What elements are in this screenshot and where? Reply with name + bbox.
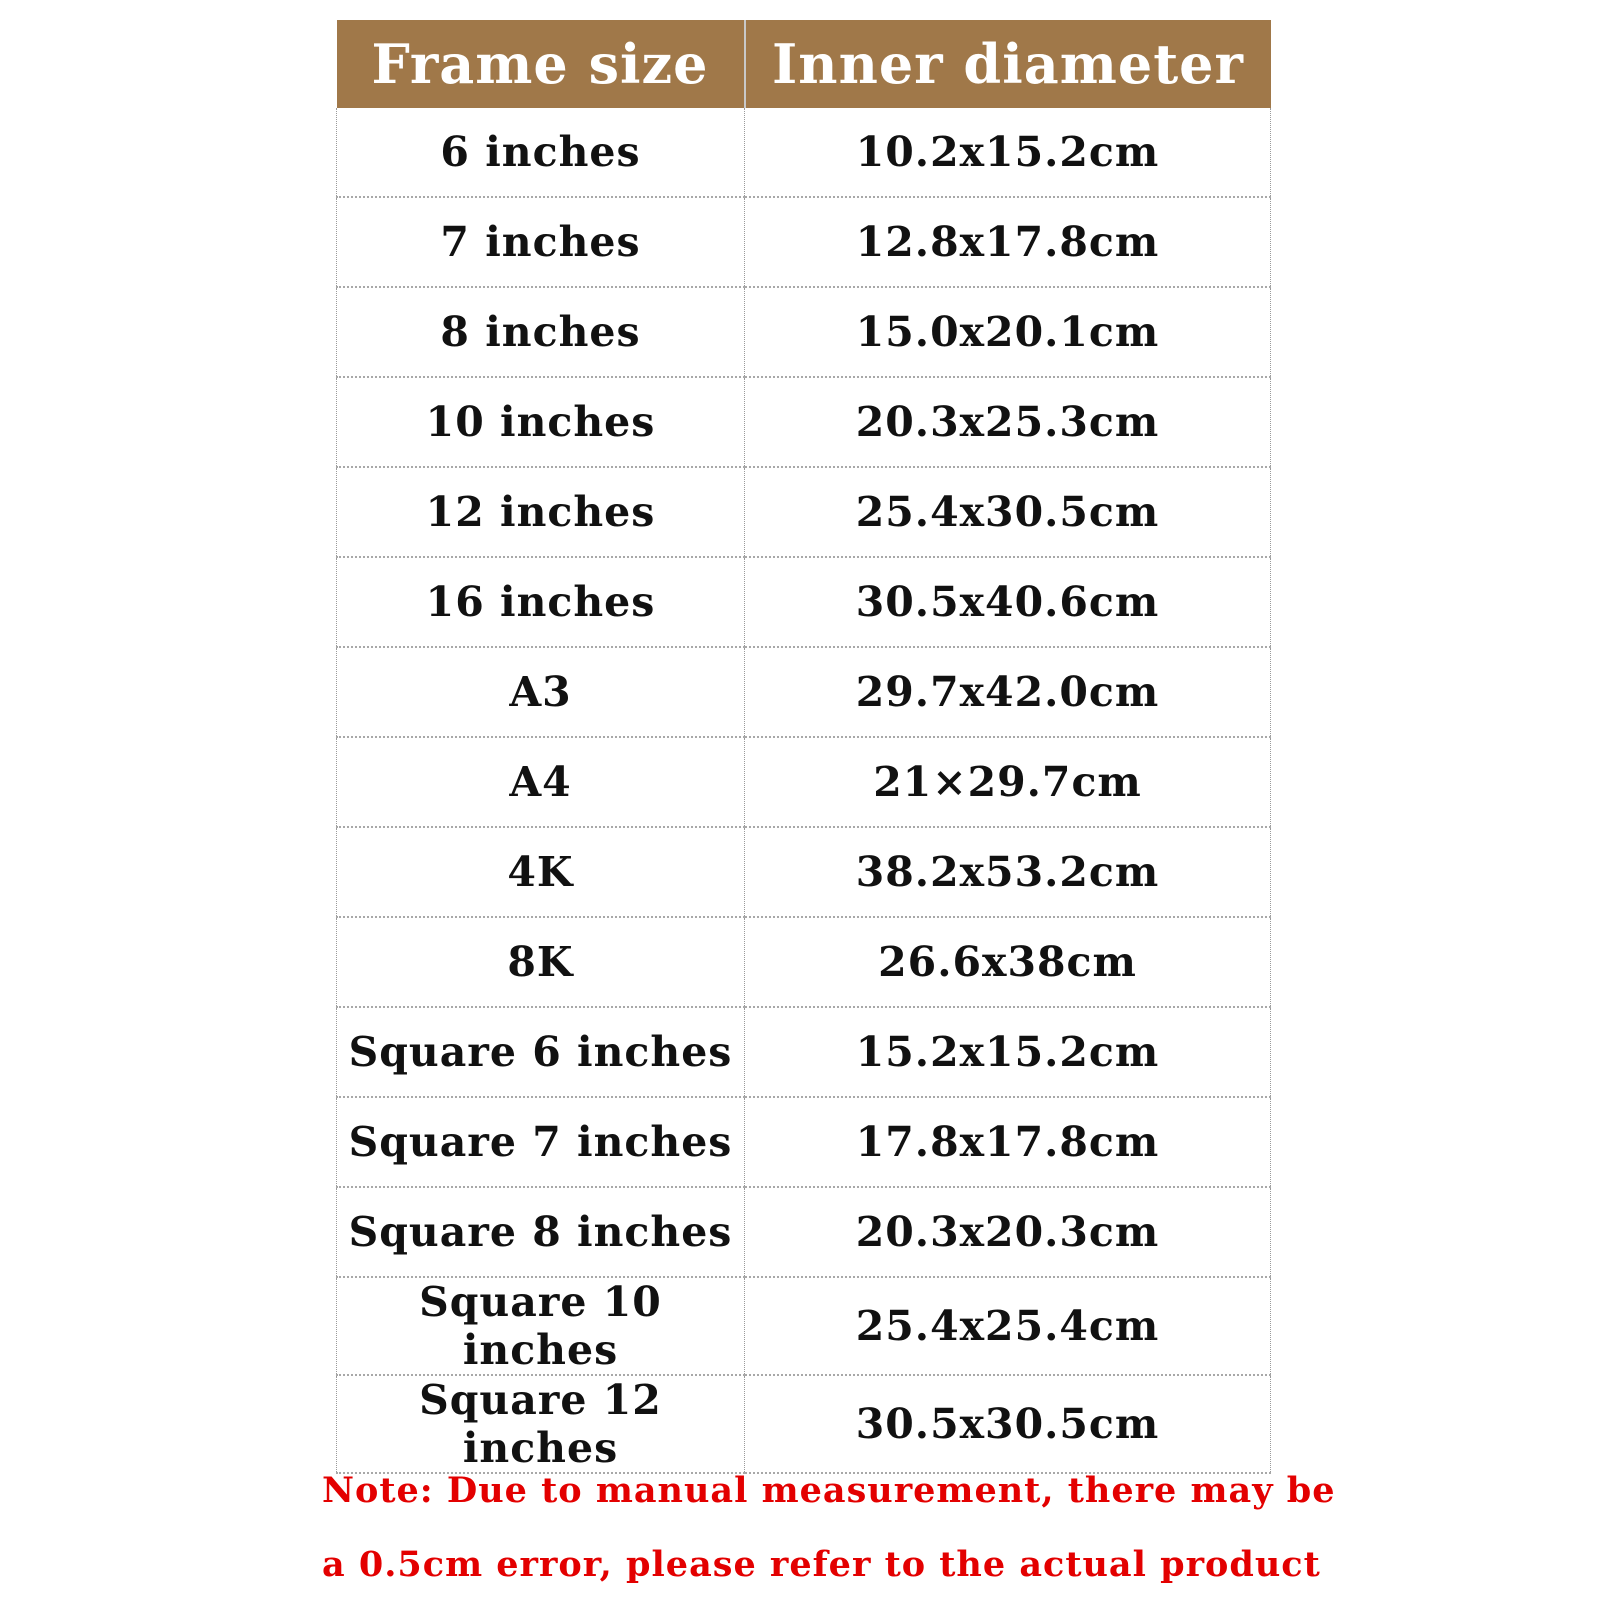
inner-diameter-cell: 38.2x53.2cm [745, 827, 1271, 917]
table-row [337, 108, 1271, 197]
frame-size-cell: A3 [337, 647, 745, 737]
table-row [337, 1097, 1271, 1187]
table-row [337, 287, 1271, 377]
frame-size-cell: Square 12 inches [337, 1375, 745, 1473]
size-chart [336, 20, 1270, 1474]
inner-diameter-cell: 29.7x42.0cm [745, 647, 1271, 737]
frame-size-cell: 8 inches [337, 287, 745, 377]
frame-size-cell: Square 6 inches [337, 1007, 745, 1097]
inner-diameter-cell: 25.4x25.4cm [745, 1277, 1271, 1375]
header-row [337, 20, 1271, 108]
table-row [337, 917, 1271, 1007]
frame-size-cell: 4K [337, 827, 745, 917]
header-inner-diameter: Inner diameter [745, 20, 1271, 108]
frame-size-cell: Square 10 inches [337, 1277, 745, 1375]
measurement-note [322, 1454, 1336, 1600]
frame-size-cell: 10 inches [337, 377, 745, 467]
table-body [337, 108, 1271, 1473]
inner-diameter-cell: 26.6x38cm [745, 917, 1271, 1007]
note-line-2: a 0.5cm error, please refer to the actual product [322, 1544, 1321, 1585]
table-row [337, 737, 1271, 827]
inner-diameter-cell: 17.8x17.8cm [745, 1097, 1271, 1187]
table-row [337, 1277, 1271, 1375]
frame-size-cell: 7 inches [337, 197, 745, 287]
frame-size-cell: Square 7 inches [337, 1097, 745, 1187]
inner-diameter-cell: 21×29.7cm [745, 737, 1271, 827]
table-row [337, 197, 1271, 287]
table-row [337, 1187, 1271, 1277]
frame-size-cell: A4 [337, 737, 745, 827]
inner-diameter-cell: 30.5x30.5cm [745, 1375, 1271, 1473]
frame-size-cell: 8K [337, 917, 745, 1007]
inner-diameter-cell: 15.0x20.1cm [745, 287, 1271, 377]
frame-size-cell: 6 inches [337, 108, 745, 197]
size-table [336, 20, 1271, 1474]
frame-size-cell: 12 inches [337, 467, 745, 557]
frame-size-cell: Square 8 inches [337, 1187, 745, 1277]
frame-size-cell: 16 inches [337, 557, 745, 647]
inner-diameter-cell: 20.3x20.3cm [745, 1187, 1271, 1277]
note-line-1: Note: Due to manual measurement, there may be [322, 1470, 1336, 1511]
table-row [337, 647, 1271, 737]
header-frame-size: Frame size [337, 20, 745, 108]
table-row [337, 557, 1271, 647]
inner-diameter-cell: 20.3x25.3cm [745, 377, 1271, 467]
inner-diameter-cell: 30.5x40.6cm [745, 557, 1271, 647]
inner-diameter-cell: 10.2x15.2cm [745, 108, 1271, 197]
table-row [337, 1007, 1271, 1097]
table-row [337, 467, 1271, 557]
table-row [337, 377, 1271, 467]
inner-diameter-cell: 25.4x30.5cm [745, 467, 1271, 557]
inner-diameter-cell: 15.2x15.2cm [745, 1007, 1271, 1097]
inner-diameter-cell: 12.8x17.8cm [745, 197, 1271, 287]
table-row [337, 827, 1271, 917]
